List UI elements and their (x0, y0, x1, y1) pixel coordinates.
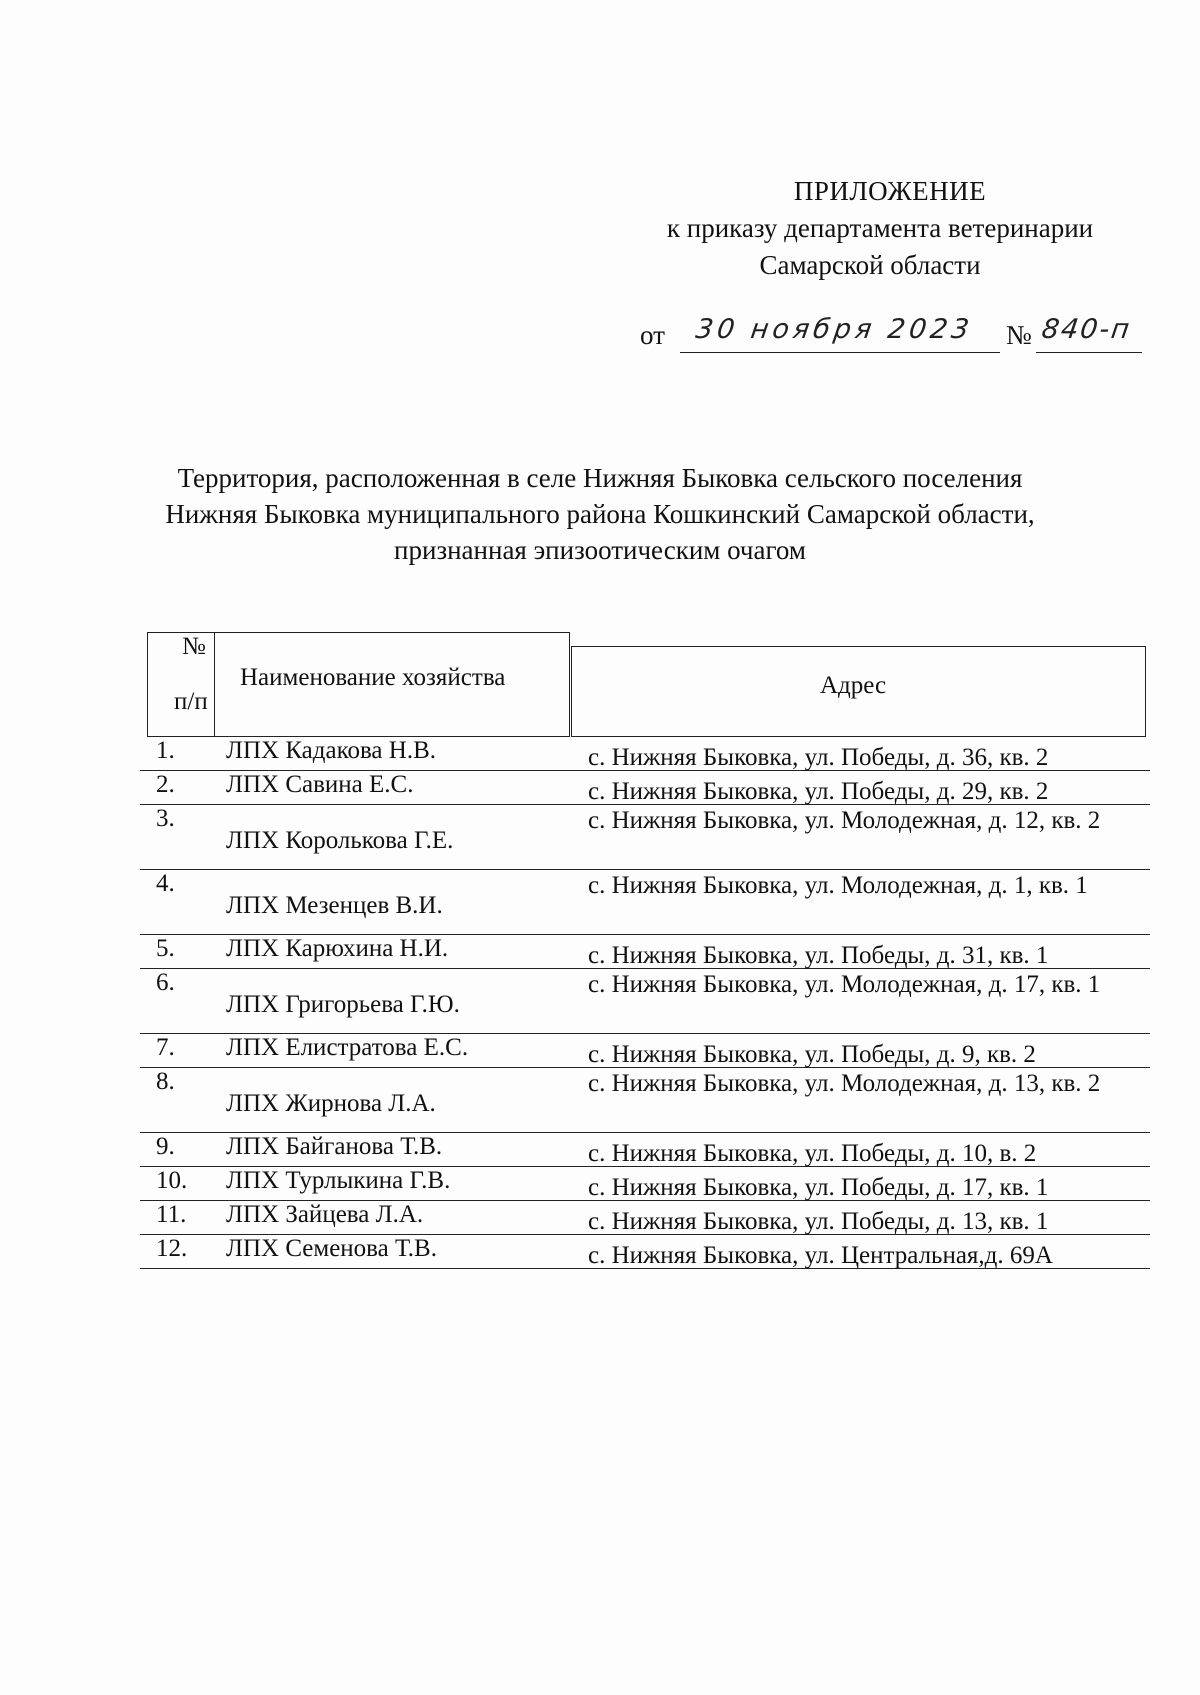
row-farm-name: ЛПХ Мезенцев В.И. (226, 892, 443, 919)
row-farm-name: ЛПХ Григорьева Г.Ю. (226, 991, 460, 1018)
appendix-subtitle: к приказу департамента ветеринарии (666, 213, 1094, 243)
row-farm-name: ЛПХ Семенова Т.В. (226, 1235, 437, 1262)
row-farm-name: ЛПХ Елистратова Е.С. (226, 1034, 469, 1061)
order-date-field (680, 314, 1000, 353)
row-farm-name: ЛПХ Савина Е.С. (226, 771, 414, 798)
table-row (140, 935, 1150, 969)
farms-table (140, 632, 1150, 1269)
row-number: 5. (156, 935, 175, 962)
appendix-region: Самарской области (759, 250, 981, 280)
row-farm-name: ЛПХ Турлыкина Г.В. (226, 1167, 451, 1194)
row-farm-name: ЛПХ Кадакова Н.В. (226, 737, 436, 764)
table-row (140, 1201, 1150, 1235)
row-address: с. Нижняя Быковка, ул. Победы, д. 9, кв. 2 (588, 1041, 1036, 1068)
row-farm-name: ЛПХ Карюхина Н.И. (226, 935, 449, 962)
row-address: с. Нижняя Быковка, ул. Молодежная, д. 13, кв. 2 (588, 1070, 1101, 1097)
row-number: 1. (156, 737, 175, 764)
table-row (140, 969, 1150, 1034)
row-number: 4. (156, 870, 175, 897)
row-number: 7. (156, 1034, 175, 1061)
row-address: с. Нижняя Быковка, ул. Центральная,д. 69А (588, 1242, 1053, 1269)
row-number: 9. (156, 1133, 175, 1160)
table-row (140, 771, 1150, 805)
row-address: с. Нижняя Быковка, ул. Победы, д. 17, кв. 1 (588, 1174, 1049, 1201)
order-from-label: от (640, 320, 665, 350)
row-number: 10. (156, 1167, 188, 1194)
header-cell-number (147, 632, 215, 737)
row-address: с. Нижняя Быковка, ул. Победы, д. 13, кв. 1 (588, 1208, 1049, 1235)
order-date-handwritten: 30 ноября 2023 (693, 314, 975, 345)
order-reference (640, 314, 1140, 356)
table-row (140, 1235, 1150, 1269)
table-row (140, 1034, 1150, 1068)
row-number: 2. (156, 771, 175, 798)
order-number-field (1036, 314, 1142, 353)
order-number-label: № (1006, 320, 1032, 350)
row-address: с. Нижняя Быковка, ул. Молодежная, д. 17, кв. 1 (588, 971, 1101, 998)
table-row (140, 805, 1150, 870)
table-header (140, 632, 1150, 737)
heading-line: Нижняя Быковка муниципального района Кошкинский Самарской области, (165, 499, 1035, 529)
row-farm-name: ЛПХ Зайцева Л.А. (226, 1201, 424, 1228)
header-address-label: Адрес (820, 672, 887, 699)
table-row (140, 1068, 1150, 1133)
row-address: с. Нижняя Быковка, ул. Победы, д. 36, кв. 2 (588, 744, 1049, 771)
table-row (140, 870, 1150, 935)
row-number: 12. (156, 1235, 188, 1262)
row-address: с. Нижняя Быковка, ул. Победы, д. 31, кв. 1 (588, 942, 1049, 969)
heading-line: признанная эпизоотическим очагом (394, 535, 806, 565)
row-number: 3. (156, 805, 175, 832)
appendix-title: ПРИЛОЖЕНИЕ (793, 176, 987, 206)
row-farm-name: ЛПХ Байганова Т.В. (226, 1133, 443, 1160)
row-farm-name: ЛПХ Жирнова Л.А. (226, 1090, 436, 1117)
row-address: с. Нижняя Быковка, ул. Победы, д. 29, кв. 2 (588, 778, 1049, 805)
row-number: 8. (156, 1068, 175, 1095)
header-number-pp: п/п (174, 688, 208, 715)
table-body (140, 737, 1150, 1269)
row-address: с. Нижняя Быковка, ул. Молодежная, д. 12, кв. 2 (588, 807, 1101, 834)
table-row (140, 737, 1150, 771)
row-number: 6. (156, 969, 175, 996)
row-farm-name: ЛПХ Королькова Г.Е. (226, 827, 454, 854)
header-number-sign: № (182, 633, 206, 660)
document-heading (150, 460, 1050, 568)
header-name-label: Наименование хозяйства (240, 664, 506, 691)
row-address: с. Нижняя Быковка, ул. Молодежная, д. 1, кв. 1 (588, 872, 1088, 899)
table-row (140, 1133, 1150, 1167)
table-row (140, 1167, 1150, 1201)
order-number-handwritten: 840-п (1039, 314, 1134, 345)
row-number: 11. (156, 1201, 187, 1228)
row-address: с. Нижняя Быковка, ул. Победы, д. 10, в. 2 (588, 1140, 1037, 1167)
heading-line: Территория, расположенная в селе Нижняя Быковка сельского поселения (177, 463, 1023, 493)
